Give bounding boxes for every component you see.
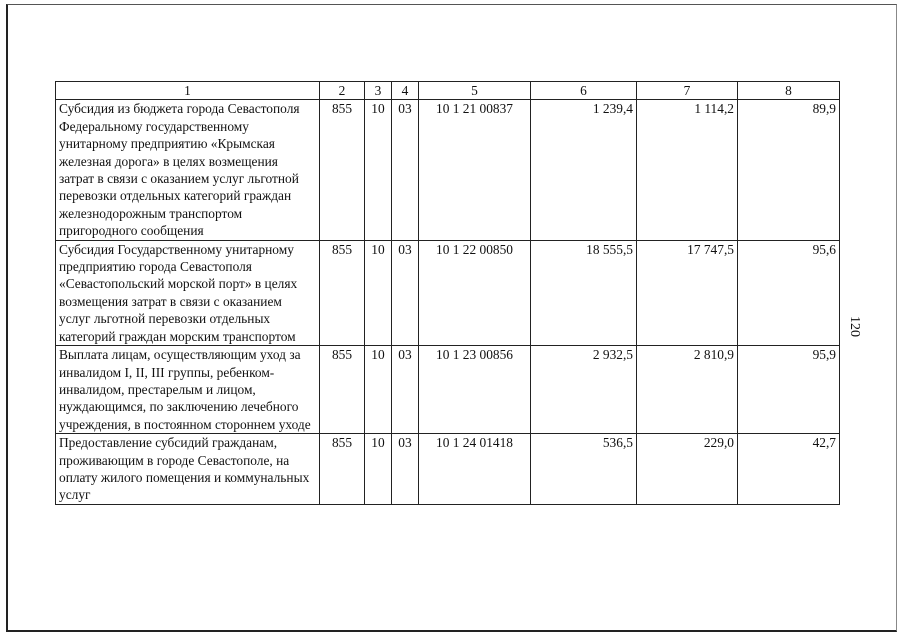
row-col-8: 95,6 bbox=[738, 240, 840, 345]
row-col-6: 18 555,5 bbox=[531, 240, 637, 345]
budget-table bbox=[55, 81, 840, 505]
row-description: Субсидия Государственному унитарному предприятию города Севастополя «Севастопольский морской порт» в целях возмещения затрат в связи с оказанием услуг льготной перевозки отдельных категорий граждан морским транспортом bbox=[56, 240, 320, 345]
row-col-4: 03 bbox=[392, 434, 419, 505]
row-col-3: 10 bbox=[365, 240, 392, 345]
header-col-4: 4 bbox=[392, 82, 419, 100]
row-col-7: 2 810,9 bbox=[637, 346, 738, 434]
row-col-4: 03 bbox=[392, 100, 419, 240]
row-col-6: 1 239,4 bbox=[531, 100, 637, 240]
row-col-3: 10 bbox=[365, 346, 392, 434]
header-col-1: 1 bbox=[56, 82, 320, 100]
header-col-3: 3 bbox=[365, 82, 392, 100]
row-col-5: 10 1 24 01418 bbox=[419, 434, 531, 505]
row-col-3: 10 bbox=[365, 100, 392, 240]
header-row bbox=[56, 82, 840, 100]
row-col-8: 89,9 bbox=[738, 100, 840, 240]
row-col-6: 2 932,5 bbox=[531, 346, 637, 434]
table-row bbox=[56, 100, 840, 240]
row-col-2: 855 bbox=[320, 434, 365, 505]
row-description: Субсидия из бюджета города Севастополя Федеральному государственному унитарному предприятию «Крымская железная дорога» в целях возмещения затрат в связи с оказанием услуг льготной перевозки отдельных категорий граждан железнодорожным транспортом пригородного сообщения bbox=[56, 100, 320, 240]
row-col-8: 95,9 bbox=[738, 346, 840, 434]
row-col-4: 03 bbox=[392, 240, 419, 345]
table-row bbox=[56, 240, 840, 345]
table-row bbox=[56, 434, 840, 505]
header-col-7: 7 bbox=[637, 82, 738, 100]
row-col-5: 10 1 22 00850 bbox=[419, 240, 531, 345]
row-col-4: 03 bbox=[392, 346, 419, 434]
header-col-2: 2 bbox=[320, 82, 365, 100]
header-col-6: 6 bbox=[531, 82, 637, 100]
row-col-2: 855 bbox=[320, 100, 365, 240]
header-col-8: 8 bbox=[738, 82, 840, 100]
row-col-2: 855 bbox=[320, 346, 365, 434]
row-description: Предоставление субсидий гражданам, проживающим в городе Севастополе, на оплату жилого помещения и коммунальных услуг bbox=[56, 434, 320, 505]
row-col-7: 1 114,2 bbox=[637, 100, 738, 240]
row-col-6: 536,5 bbox=[531, 434, 637, 505]
row-col-2: 855 bbox=[320, 240, 365, 345]
row-col-3: 10 bbox=[365, 434, 392, 505]
row-col-5: 10 1 23 00856 bbox=[419, 346, 531, 434]
header-col-5: 5 bbox=[419, 82, 531, 100]
row-col-7: 17 747,5 bbox=[637, 240, 738, 345]
page-number: 120 bbox=[847, 316, 862, 337]
row-description: Выплата лицам, осуществляющим уход за инвалидом I, II, III группы, ребенком-инвалидом, престарелым и лицом, нуждающимся, по заключению лечебного учреждения, в постоянном стороннем уходе bbox=[56, 346, 320, 434]
row-col-5: 10 1 21 00837 bbox=[419, 100, 531, 240]
row-col-7: 229,0 bbox=[637, 434, 738, 505]
table-row bbox=[56, 346, 840, 434]
row-col-8: 42,7 bbox=[738, 434, 840, 505]
